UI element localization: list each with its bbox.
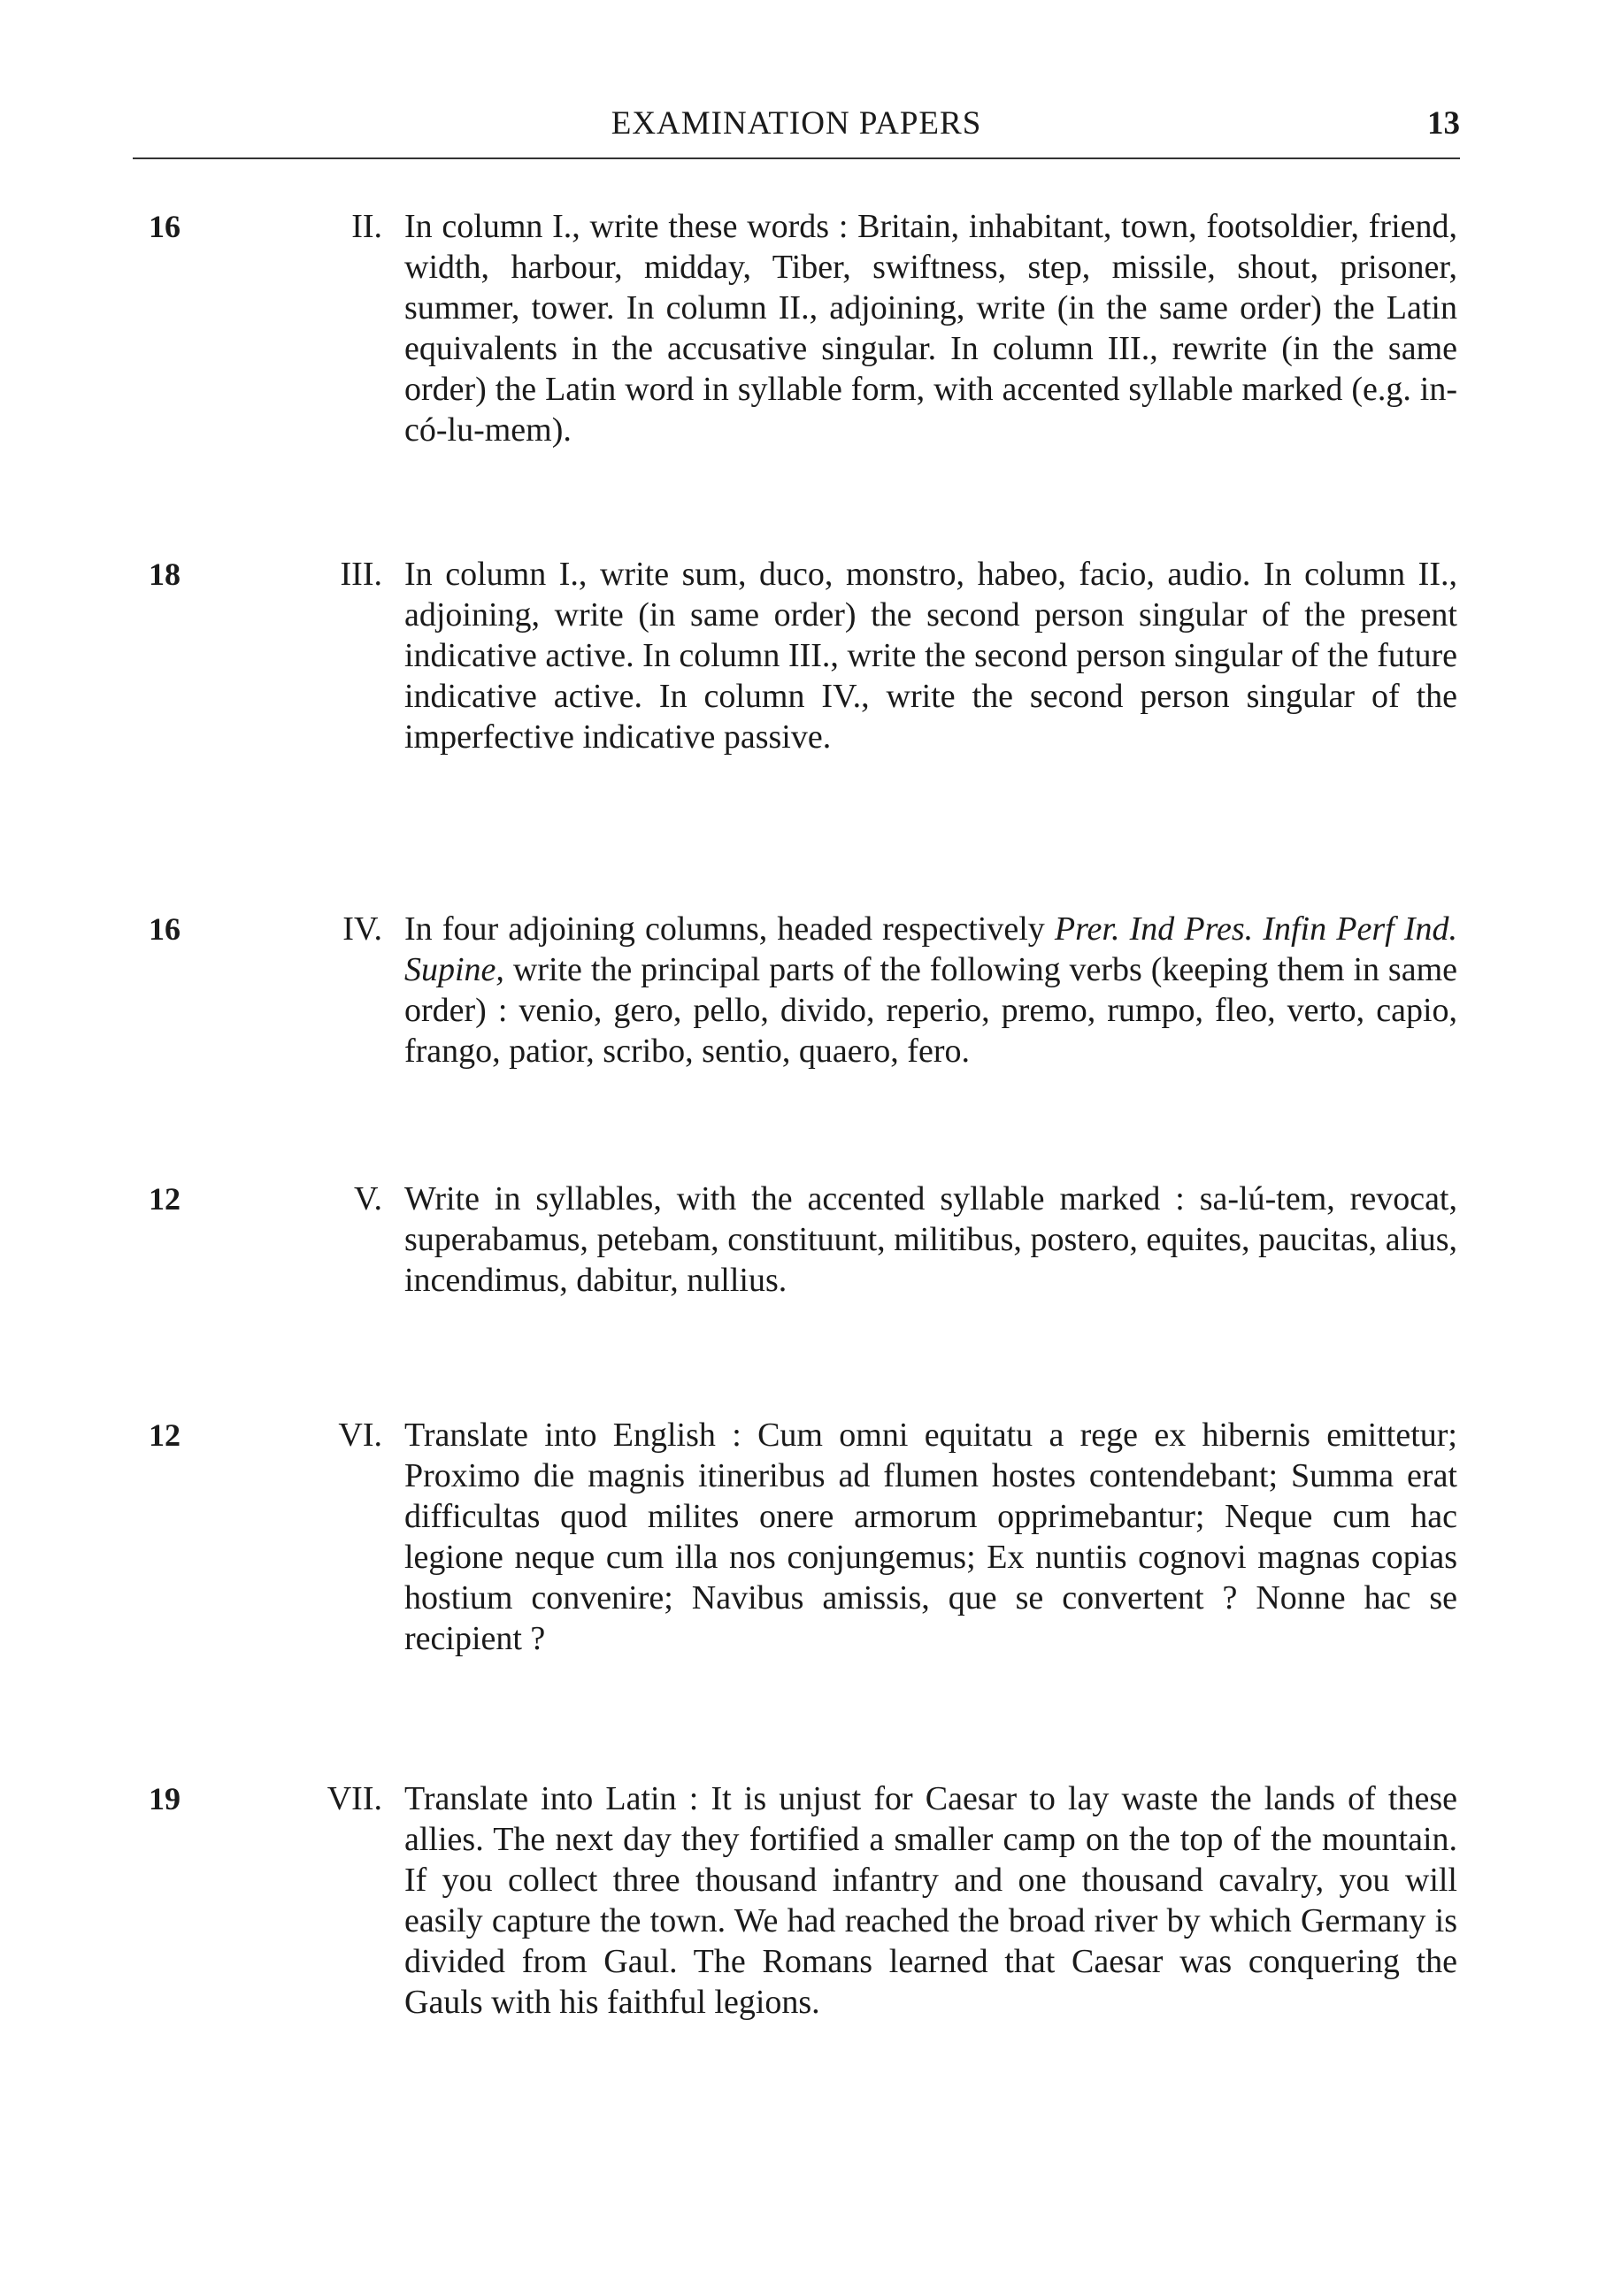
question-marks: 16 bbox=[149, 209, 181, 244]
question-marks: 18 bbox=[149, 557, 181, 592]
question-text: In column I., write sum, duco, monstro, habeo, facio, audio. In column II., adjoining, write (in same order) the second person singular of the present indicative active. In column III., write the second person singular of the future indicative active. In column IV., write the second person singular of the imperfective indicative passive. bbox=[404, 556, 1457, 756]
page-number: 13 bbox=[1427, 105, 1460, 142]
question-text: Translate into English : Cum omni equitatu a rege ex hibernis emittetur; Proximo die magnis itineribus ad flumen hostes contendebant; Summa erat difficultas quod milites onere armorum opprimebantur; Neque cum hac legione neque cum illa nos conjungemus; Ex nuntiis cognovi magnas copias hostium convenire; Navibus amissis, que se convertent ? Nonne hac se recipient ? bbox=[404, 1417, 1457, 1657]
question-number: VII. bbox=[327, 1780, 382, 1817]
question-number: III. bbox=[340, 556, 382, 593]
question-number: II. bbox=[351, 208, 382, 245]
question-text-part: write the principal parts of the following verbs (keeping them in same order) : venio, gero, pello, divido, reperio, premo, rumpo, fleo, verto, capio, frango, patior, scribo, sentio, quaero, fero. bbox=[404, 951, 1457, 1070]
question-text: Write in syllables, with the accented syllable marked : sa-lú-tem, revocat, superabamus, petebam, constituunt, militibus, postero, equites, paucitas, alius, incendimus, dabitur, nullius. bbox=[404, 1180, 1457, 1299]
question-marks: 16 bbox=[149, 911, 181, 947]
question-number: VI. bbox=[338, 1417, 382, 1454]
question-marks: 12 bbox=[149, 1417, 181, 1453]
question-marks: 19 bbox=[149, 1781, 181, 1816]
question-text bbox=[404, 909, 1457, 1071]
question-marks: 12 bbox=[149, 1181, 181, 1217]
running-title: EXAMINATION PAPERS bbox=[611, 105, 982, 142]
question-number: V. bbox=[353, 1180, 382, 1217]
question-text: In column I., write these words : Britain, inhabitant, town, footsoldier, friend, width, harbour, midday, Tiber, swiftness, step, missile, shout, prisoner, summer, tower. In column II., adjoining, write (in the same order) the Latin equivalents in the accusative singular. In column III., rewrite (in the same order) the Latin word in syllable form, with accented syllable marked (e.g. in-có-lu-mem). bbox=[404, 208, 1457, 449]
running-header bbox=[133, 99, 1460, 159]
column-headings-italic: Prer. Ind Pres. Infin Perf Ind. Supine, bbox=[404, 910, 1458, 988]
question-number: IV. bbox=[342, 910, 382, 948]
question-text-part: In four adjoining columns, headed respectively bbox=[404, 910, 1055, 948]
question-text: Translate into Latin : It is unjust for Caesar to lay waste the lands of these allies. The next day they fortified a smaller camp on the top of the mountain. If you collect three thousand infantry and one thousand cavalry, you will easily capture the town. We had reached the broad river by which Germany is divided from Gaul. The Romans learned that Caesar was conquering the Gauls with his faithful legions. bbox=[404, 1780, 1457, 2021]
